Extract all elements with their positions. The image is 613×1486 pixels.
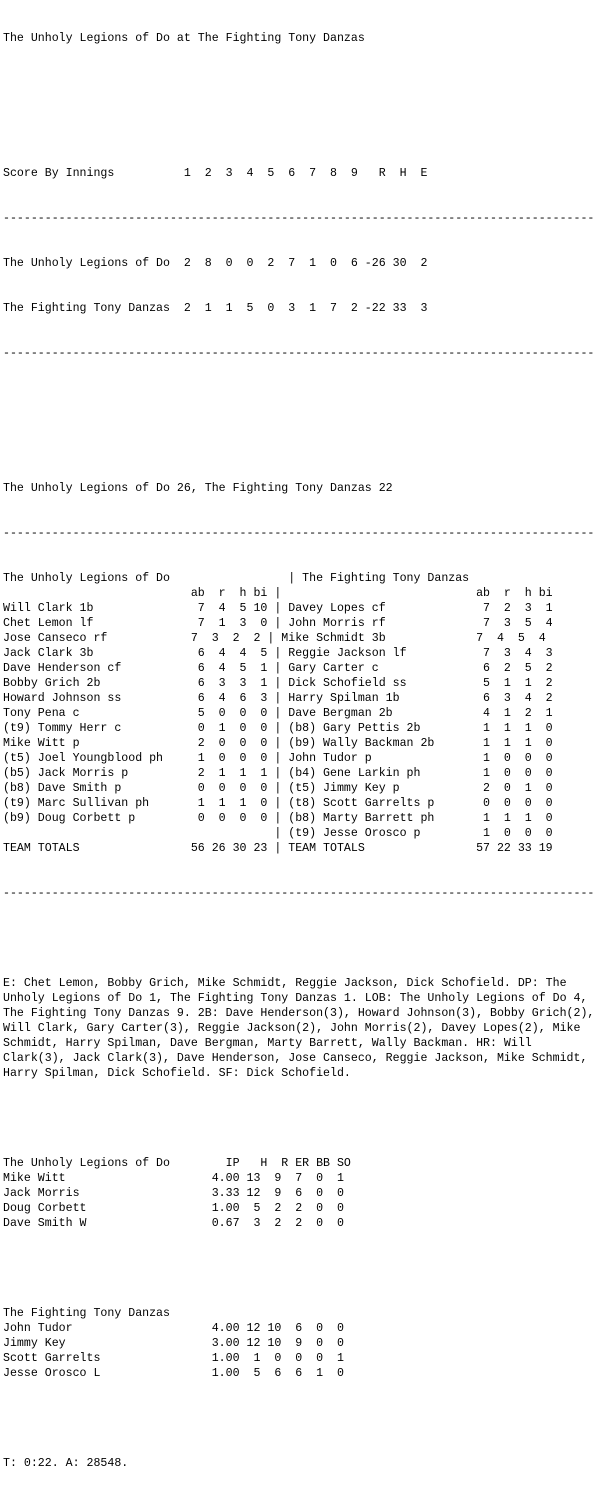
spacer <box>3 1411 594 1426</box>
divider: ------------------------------------------------------------------------------------- <box>3 212 595 225</box>
pitching-line: The Unholy Legions of Do IP H R ER BB SO <box>3 1157 351 1170</box>
box-score-document <box>3 1 594 1486</box>
pitching-home <box>3 1306 594 1381</box>
batting-line: TEAM TOTALS 56 26 30 23 | TEAM TOTALS 57 22 33 19 <box>3 842 553 855</box>
notes-line: Schmidt, Harry Spilman, Dave Bergman, Marty Barrett, Wally Backman. HR: Will <box>3 1037 532 1050</box>
notes-line: Clark(3), Jack Clark(3), Dave Henderson, Jose Canseco, Reggie Jackson, Mike Schmidt, <box>3 1052 588 1065</box>
batting-line: Howard Johnson ss 6 4 6 3 | Harry Spilman 1b 6 3 4 2 <box>3 692 553 705</box>
pitching-line: John Tudor 4.00 12 10 6 0 0 <box>3 1322 344 1335</box>
game-title: The Unholy Legions of Do at The Fighting Tony Danzas <box>3 32 365 45</box>
pitching-line: Scott Garrelts 1.00 1 0 0 0 1 <box>3 1352 344 1365</box>
batting-line: (t9) Marc Sullivan ph 1 1 1 0 | (t8) Scott Garrelts p 0 0 0 0 <box>3 797 553 810</box>
notes-line: Harry Spilman, Dick Schofield. SF: Dick Schofield. <box>3 1067 351 1080</box>
pitching-line: Jack Morris 3.33 12 9 6 0 0 <box>3 1187 344 1200</box>
batting-line: (b9) Doug Corbett p 0 0 0 0 | (b8) Marty Barrett ph 1 1 1 0 <box>3 812 553 825</box>
batting-line: ab r h bi | ab r h bi <box>3 587 553 600</box>
batting-box <box>3 571 594 856</box>
batting-line: Will Clark 1b 7 4 5 10 | Davey Lopes cf 7 2 3 1 <box>3 602 553 615</box>
pitching-line: Doug Corbett 1.00 5 2 2 0 0 <box>3 1202 344 1215</box>
pitching-line: The Fighting Tony Danzas <box>3 1307 170 1320</box>
linescore-header: Score By Innings 1 2 3 4 5 6 7 8 9 R H E <box>3 167 428 180</box>
spacer <box>3 121 594 136</box>
batting-line: | (t9) Jesse Orosco p 1 0 0 0 <box>3 827 553 840</box>
batting-line: Tony Pena c 5 0 0 0 | Dave Bergman 2b 4 1 2 1 <box>3 707 553 720</box>
spacer <box>3 931 594 946</box>
batting-line: The Unholy Legions of Do | The Fighting Tony Danzas <box>3 572 470 585</box>
pitching-line: Jesse Orosco L 1.00 5 6 6 1 0 <box>3 1367 344 1380</box>
pitching-away <box>3 1156 594 1231</box>
divider: ------------------------------------------------------------------------------------- <box>3 347 595 360</box>
batting-line: (b5) Jack Morris p 2 1 1 1 | (b4) Gene Larkin ph 1 0 0 0 <box>3 767 553 780</box>
batting-line: Bobby Grich 2b 6 3 3 1 | Dick Schofield ss 5 1 1 2 <box>3 677 553 690</box>
spacer <box>3 436 594 451</box>
linescore-row-away: The Unholy Legions of Do 2 8 0 0 2 7 1 0 6 -26 30 2 <box>3 257 428 270</box>
notes-line: The Fighting Tony Danzas 9. 2B: Dave Henderson(3), Howard Johnson(3), Bobby Grich(2), <box>3 1007 595 1020</box>
linescore-row-home: The Fighting Tony Danzas 2 1 1 5 0 3 1 7 2 -22 33 3 <box>3 302 428 315</box>
batting-line: (b8) Dave Smith p 0 0 0 0 | (t5) Jimmy Key p 2 0 1 0 <box>3 782 553 795</box>
pitching-line: Jimmy Key 3.00 12 10 9 0 0 <box>3 1337 344 1350</box>
final-score: The Unholy Legions of Do 26, The Fighting Tony Danzas 22 <box>3 482 393 495</box>
batting-line: Chet Lemon lf 7 1 3 0 | John Morris rf 7 3 5 4 <box>3 617 553 630</box>
notes-line: E: Chet Lemon, Bobby Grich, Mike Schmidt, Reggie Jackson, Dick Schofield. DP: The <box>3 977 567 990</box>
divider: ------------------------------------------------------------------------------------- <box>3 527 595 540</box>
notes-line: Will Clark, Gary Carter(3), Reggie Jackson(2), John Morris(2), Davey Lopes(2), Mike <box>3 1022 581 1035</box>
batting-line: Mike Witt p 2 0 0 0 | (b9) Wally Backman 2b 1 1 1 0 <box>3 737 553 750</box>
notes-line: Unholy Legions of Do 1, The Fighting Tony Danzas 1. LOB: The Unholy Legions of Do 4, <box>3 992 588 1005</box>
spacer <box>3 1261 594 1276</box>
spacer <box>3 76 594 91</box>
divider: ------------------------------------------------------------------------------------- <box>3 887 595 900</box>
spacer <box>3 1111 594 1126</box>
pitching-line: Dave Smith W 0.67 3 2 2 0 0 <box>3 1217 344 1230</box>
game-notes <box>3 976 594 1081</box>
batting-line: Jack Clark 3b 6 4 4 5 | Reggie Jackson lf 7 3 4 3 <box>3 647 553 660</box>
game-footer: T: 0:22. A: 28548. <box>3 1457 129 1470</box>
pitching-line: Mike Witt 4.00 13 9 7 0 1 <box>3 1172 344 1185</box>
batting-line: Jose Canseco rf 7 3 2 2 | Mike Schmidt 3b 7 4 5 4 <box>3 632 546 645</box>
spacer <box>3 391 594 406</box>
batting-line: (t5) Joel Youngblood ph 1 0 0 0 | John Tudor p 1 0 0 0 <box>3 752 553 765</box>
batting-line: Dave Henderson cf 6 4 5 1 | Gary Carter c 6 2 5 2 <box>3 662 553 675</box>
batting-line: (t9) Tommy Herr c 0 1 0 0 | (b8) Gary Pettis 2b 1 1 1 0 <box>3 722 553 735</box>
